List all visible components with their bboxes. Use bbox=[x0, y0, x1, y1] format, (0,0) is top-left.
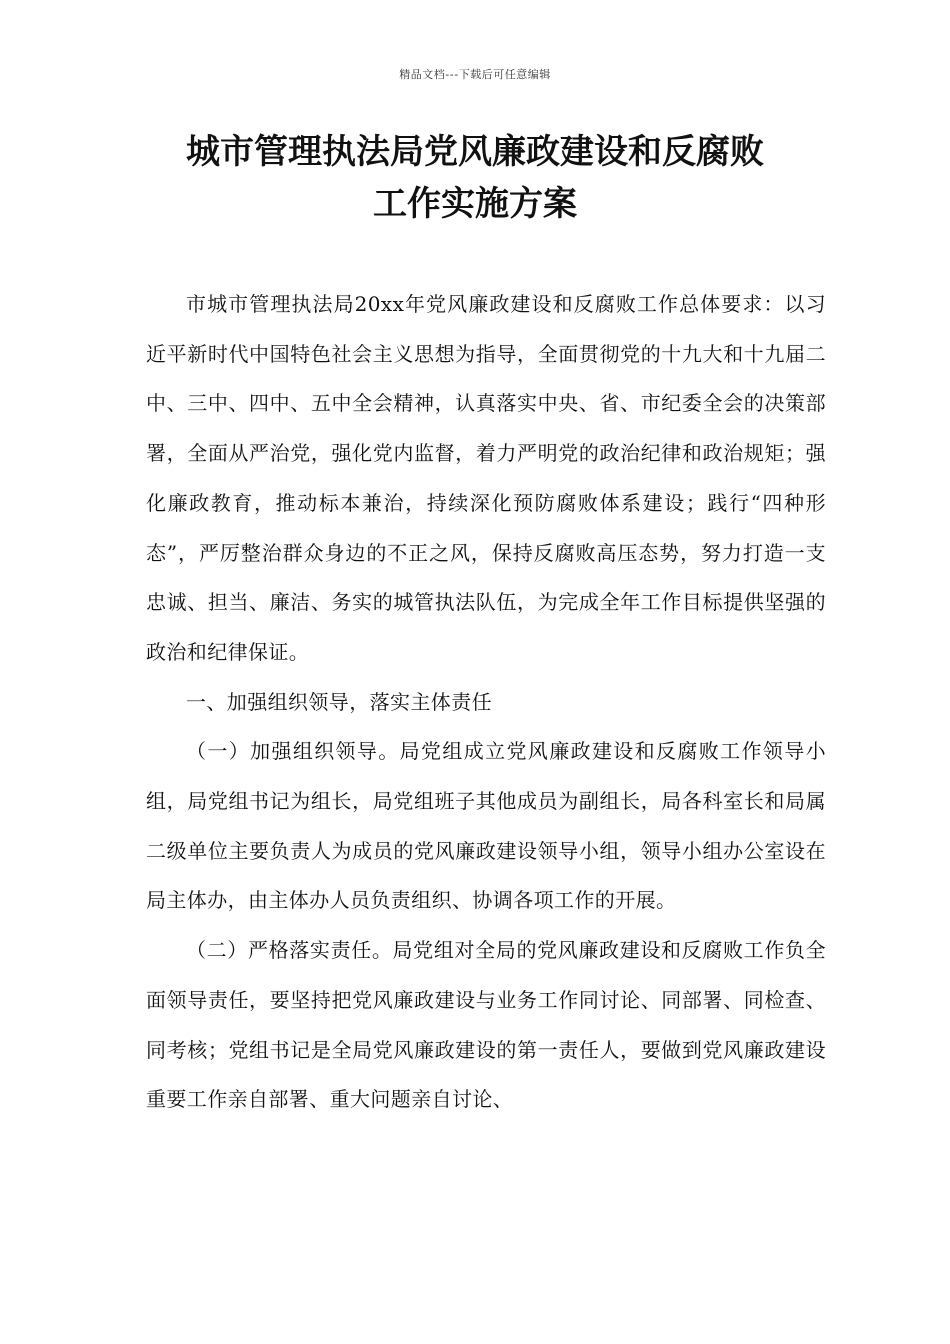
paragraph-section-1-1: （一）加强组织领导。局党组成立党风廉政建设和反腐败工作领导小组，局党组书记为组长，局党组班子其他成员为副组长，局各科室长和局属二级单位主要负责人为成员的党风廉政建设领导小组，领导小组办公室设在局主体办，由主体办人员负责组织、协调各项工作的开展。 bbox=[146, 739, 826, 913]
paragraph-section-1-2: （二）严格落实责任。局党组对全局的党风廉政建设和反腐败工作负全面领导责任，要坚持把党风廉政建设与业务工作同讨论、同部署、同检查、同考核；党组书记是全局党风廉政建设的第一责任人，要做到党风廉政建设重要工作亲自部署、重大问题亲自讨论、 bbox=[146, 938, 826, 1112]
title-line-1: 城市管理执法局党风廉政建设和反腐败 bbox=[186, 132, 764, 172]
section-heading-1: 一、加强组织领导，落实主体责任 bbox=[186, 689, 492, 714]
title-line-2: 工作实施方案 bbox=[373, 184, 577, 224]
document-title bbox=[100, 126, 850, 230]
document-body bbox=[146, 280, 826, 1125]
paragraph-intro: 市城市管理执法局20xx年党风廉政建设和反腐败工作总体要求：以习近平新时代中国特色社会主义思想为指导，全面贯彻党的十九大和十九届二中、三中、四中、五中全会精神，认真落实中央、省、市纪委全会的决策部署，全面从严治党，强化党内监督，着力严明党的政治纪律和政治规矩；强化廉政教育，推动标本兼治，持续深化预防腐败体系建设；践行“四种形态”，严厉整治群众身边的不正之风，保持反腐败高压态势，努力打造一支忠诚、担当、廉洁、务实的城管执法队伍，为完成全年工作目标提供坚强的政治和纪律保证。 bbox=[146, 292, 826, 664]
header-note: 精品文档---下载后可任意编辑 bbox=[399, 68, 551, 81]
